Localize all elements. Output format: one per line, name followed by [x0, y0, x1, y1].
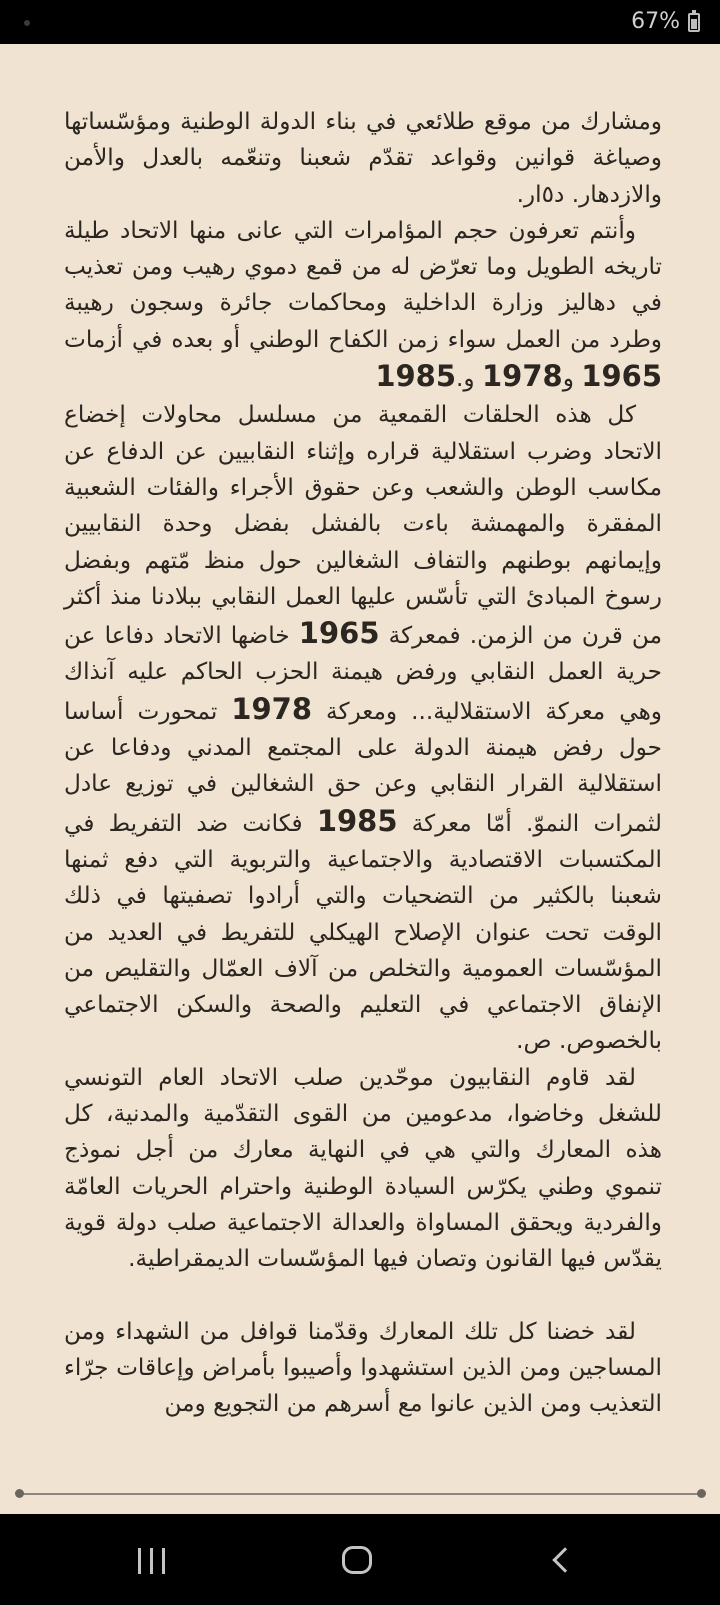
recents-icon[interactable] [138, 1548, 172, 1574]
notification-dot-icon [24, 20, 30, 26]
article-text [64, 104, 662, 1422]
reader-view[interactable] [0, 44, 720, 1514]
status-bar [0, 0, 720, 44]
paragraph-1: ومشارك من موقع طلائعي في بناء الدولة الوطنية ومؤسّساتها وصياغة قوانين وقواعد تقدّم شعبنا وتنعّمه بالعدل والأمن والازدهار. د٥ار. [64, 108, 662, 208]
battery-percentage: 67% [631, 9, 680, 34]
battery-icon [688, 13, 700, 32]
year-number: 1985 [316, 803, 398, 838]
year-number: 1978 [231, 691, 312, 726]
navigation-bar [0, 1514, 720, 1605]
paragraph-5: لقد خضنا كل تلك المعارك وقدّمنا قوافل من الشهداء ومن المساجين ومن الذين استشهدوا وأصيبوا بأمراض وإعاقات جرّاء التعذيب ومن الذين عانوا مع أسرهم من التجويع ومن [64, 1317, 662, 1418]
progress-track [16, 1493, 705, 1495]
progress-end-handle[interactable] [697, 1489, 706, 1498]
year-number: 1985 [375, 359, 457, 394]
progress-start-handle[interactable] [15, 1489, 24, 1498]
reading-progress-slider[interactable] [16, 1486, 705, 1502]
paragraph-3: كل هذه الحلقات القمعية من مسلسل محاولات إخضاع الاتحاد وضرب استقلالية قراره وإثناء النقابيين عن الدفاع عن مكاسب الوطن والشعب وعن حقوق الأجراء والفئات الشعبية المفقرة والمهمشة باءت بالفشل بفضل وحدة النقابيين وإيمانهم بوطنهم والتفاف الشغالين حول منظ مّتهم وبفضل رسوخ المبادئ التي تأسّس عليها العمل النقابي ببلادنا منذ أكثر من قرن من الزمن. فمعركة 1965 خاضها الاتحاد دفاعا عن حرية العمل النقابي ورفض هيمنة الحزب الحاكم عليه آنذاك وهي معركة الاستقلالية... ومعركة 1978 تمحورت أساسا حول رفض هيمنة الدولة على المجتمع المدني ودفاعا عن استقلالية القرار النقابي وعن حق الشغالين في توزيع عادل لثمرات النموّ. أمّا معركة 1985 فكانت ضد التفريط في المكتسبات الاقتصادية والاجتماعية والتربوية التي دفع ثمنها شعبنا بالكثير من التضحيات والتي أرادوا تصفيتها في ذلك الوقت تحت عنوان الإصلاح الهيكلي للتفريط في العديد من المؤسّسات العمومية والتخلص من آلاف العمّال والتقليص من الإنفاق الاجتماعي في التعليم والصحة والسكن الاجتماعي بالخصوص. ص. [64, 401, 662, 1055]
year-number: 1965 [581, 359, 662, 394]
home-icon[interactable] [342, 1546, 372, 1574]
paragraph-2: وأنتم تعرفون حجم المؤامرات التي عانى منها الاتحاد طيلة تاريخه الطويل وما تعرّض له من قمع دموي رهيب ومن تعذيب في دهاليز وزارة الداخلية ومحاكمات جائرة وسجون رهيبة وطرد من العمل سواء زمن الكفاح الوطني أو بعده في أزمات 1965 و1978 و.1985 [64, 216, 662, 394]
year-number: 1978 [481, 359, 563, 394]
paragraph-4: لقد قاوم النقابيون موحّدين صلب الاتحاد العام التونسي للشغل وخاضوا، مدعومين من القوى التقدّمية والمدنية، كل هذه المعارك والتي هي في النهاية معارك من أجل نموذج تنموي وطني يكرّس السيادة الوطنية واحترام الحريات العامّة والفردية ويحقق المساواة والعدالة الاجتماعية صلب دولة قوية يقدّس فيها القانون وتصان فيها المؤسّسات الديمقراطية. [64, 1063, 662, 1273]
year-number: 1965 [298, 616, 380, 651]
back-icon[interactable] [552, 1547, 577, 1572]
